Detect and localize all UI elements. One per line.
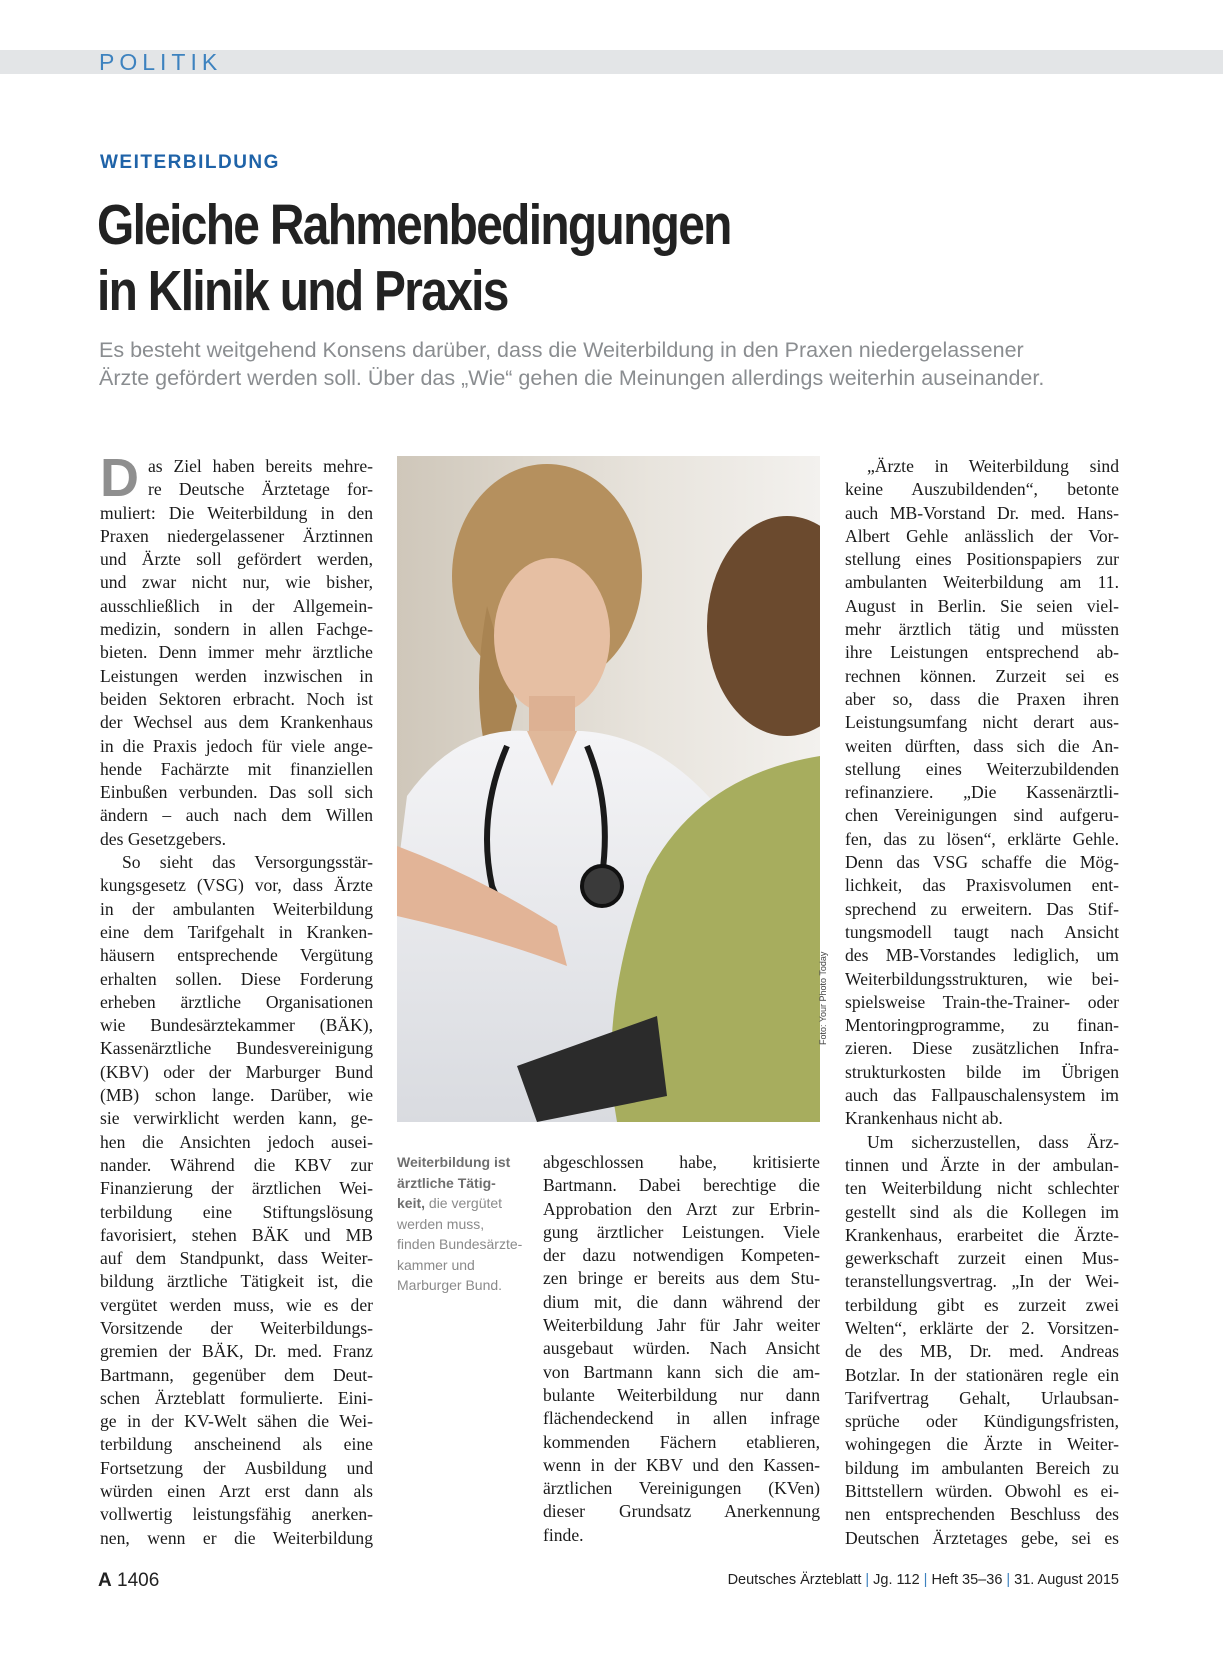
- text-line: (KBV) oder der Marburger Bund: [100, 1061, 373, 1082]
- text-line: auch das Fallpauschalensystem im: [845, 1085, 1119, 1106]
- journal-name: Deutsches Ärzteblatt: [727, 1572, 862, 1588]
- footer-separator: |: [865, 1572, 870, 1588]
- text-line: Praxen niedergelassener Ärztinnen: [100, 525, 373, 546]
- text-line: terbildung anscheinend als eine: [100, 1434, 373, 1455]
- text-line: bieten. Denn immer mehr ärztliche: [100, 642, 373, 663]
- text-line: stellung eines Positionspapiers zur: [845, 549, 1119, 570]
- text-line: und zwar nicht nur, wie bisher,: [100, 572, 373, 593]
- text-line: ihre Leistungen entsprechend ab-: [845, 642, 1119, 663]
- text-line: muliert: Die Weiterbildung in den: [100, 502, 373, 523]
- text-line: medizin, sondern in allen Fachge-: [100, 619, 373, 640]
- text-line: Vorsitzende der Weiterbildungs-: [100, 1317, 373, 1338]
- text-line: Weiterbildungsstrukturen, wie bei-: [845, 968, 1119, 989]
- text-line: ausgebaut würden. Nach Ansicht: [543, 1338, 820, 1359]
- text-line: tinnen und Ärzte in der ambulan-: [845, 1154, 1119, 1175]
- text-line: sprechend zu erweitern. Das Stif-: [845, 898, 1119, 919]
- text-line: häusern entsprechende Vergütung: [100, 945, 373, 966]
- text-line: schen Ärzteblatt formulierte. Eini-: [100, 1387, 373, 1408]
- text-line: Einbußen verbunden. Das soll sich: [100, 782, 373, 803]
- text-line: Albert Gehle anlässlich der Vor-: [845, 525, 1119, 546]
- text-line: stellung eines Weiterzubildenden: [845, 758, 1119, 779]
- text-line: finde.: [543, 1524, 584, 1545]
- text-line: der dazu notwendigen Kompeten-: [543, 1245, 820, 1266]
- text-line: erhalten sollen. Diese Forderung: [100, 968, 373, 989]
- text-line: in der ambulanten Weiterbildung: [100, 898, 373, 919]
- text-line: bildung im ambulanten Bereich zu: [845, 1457, 1119, 1478]
- text-line: Leistungsumfang nicht derart aus-: [845, 712, 1119, 733]
- text-line: strukturkosten bilde im Übrigen: [845, 1061, 1119, 1082]
- text-line: Bittstellern würden. Obwohl es ei-: [845, 1481, 1119, 1502]
- text-line: kungsgesetz (VSG) vor, dass Ärzte: [100, 875, 373, 896]
- text-line: aber so, dass die Praxen ihren: [845, 688, 1119, 709]
- photo-caption: [397, 1152, 527, 1296]
- text-line: ärztlichen Vereinigungen (KVen): [543, 1478, 820, 1499]
- text-line: eine dem Tarifgehalt in Kranken-: [100, 921, 373, 942]
- text-line: erheben ärztliche Organisationen: [100, 991, 373, 1012]
- text-line: nen entsprechenden Beschluss des: [845, 1504, 1119, 1525]
- text-line: sprüche oder Kündigungsfristen,: [845, 1411, 1119, 1432]
- text-line: beiden Sektoren erbracht. Noch ist: [100, 688, 373, 709]
- journal-issue: Heft 35–36: [931, 1572, 1003, 1588]
- text-line: dium mit, die dann während der: [543, 1291, 820, 1312]
- caption-line-5: finden Bundesärzte-: [397, 1236, 523, 1252]
- text-line: as Ziel haben bereits mehre-: [148, 456, 373, 476]
- text-line: gung ärztlicher Leistungen. Viele: [543, 1221, 820, 1242]
- text-line: refinanziere. „Die Kassenärztli-: [845, 782, 1119, 803]
- text-line: vollwertig leistungsfähig anerken-: [100, 1504, 373, 1525]
- text-line: der Wechsel aus dem Krankenhaus: [100, 712, 373, 733]
- text-line: hende Fachärzte mit finanziellen: [100, 758, 373, 779]
- caption-line-6: kammer und: [397, 1256, 475, 1273]
- text-line: vergütet werden muss, wie es der: [100, 1294, 373, 1315]
- text-line: Bartmann, gegenüber dem Deut-: [100, 1364, 373, 1385]
- text-line: keine Auszubildenden“, betonte: [845, 479, 1119, 500]
- text-line: Kassenärztliche Bundesvereinigung: [100, 1038, 373, 1059]
- body-column-2: [543, 1151, 820, 1547]
- article-lead: [99, 336, 1139, 392]
- text-line: favorisiert, stehen BÄK und MB: [100, 1224, 373, 1245]
- caption-text-3: die vergütet: [425, 1195, 503, 1211]
- text-line: des MB-Vorstandes lediglich, um: [845, 945, 1119, 966]
- journal-volume: Jg. 112: [873, 1572, 920, 1588]
- text-line: abgeschlossen habe, kritisierte: [543, 1152, 820, 1172]
- lead-line-2: Ärzte gefördert werden soll. Über das „Wie“ gehen die Meinungen allerdings weiterhin auseinander.: [99, 366, 1045, 390]
- text-line: (MB) schon lange. Darüber, wie: [100, 1085, 373, 1106]
- text-line: ge in der KV-Welt sähen die Wei-: [100, 1411, 373, 1432]
- text-line: mehr ärztlich tätig und müssten: [845, 619, 1119, 640]
- lead-line-1: Es besteht weitgehend Konsens darüber, dass die Weiterbildung in den Praxen niedergelassener: [99, 338, 1024, 362]
- text-line: ambulanten Weiterbildung am 11.: [845, 572, 1119, 593]
- text-line: Deutschen Ärztetages gebe, sei es: [845, 1527, 1119, 1548]
- text-line: weiten dürften, dass sich die An-: [845, 735, 1119, 756]
- caption-bold-2: ärztliche Tätig-: [397, 1174, 496, 1191]
- article-kicker: WEITERBILDUNG: [100, 152, 280, 173]
- text-line: sie verwirklicht werden kann, ge-: [100, 1108, 373, 1129]
- text-line: teranstellungsvertrag. „In der Wei-: [845, 1271, 1119, 1292]
- text-line: re Deutsche Ärztetage for-: [148, 479, 373, 500]
- text-line: Bartmann. Dabei berechtige die: [543, 1175, 820, 1196]
- caption-line-4: werden muss,: [397, 1215, 485, 1232]
- text-line: August in Berlin. Sie seien viel-: [845, 595, 1119, 616]
- text-line: bildung ärztliche Tätigkeit ist, die: [100, 1271, 373, 1292]
- page-number: 1406: [117, 1570, 160, 1591]
- doctor-patient-image: [397, 456, 820, 1122]
- text-line: flächendeckend in allen infrage: [543, 1408, 820, 1429]
- text-line: zieren. Diese zusätzlichen Infra-: [845, 1038, 1119, 1059]
- text-line: ändern – auch nach dem Willen: [100, 805, 373, 826]
- text-line: würden einen Arzt erst dann als: [100, 1481, 373, 1502]
- text-line: gestellt sind als die Kollegen im: [845, 1201, 1119, 1222]
- journal-date: 31. August 2015: [1014, 1572, 1119, 1588]
- text-line: lichkeit, das Praxisvolumen ent-: [845, 875, 1119, 896]
- text-line: wohingegen die Ärzte in Weiter-: [845, 1434, 1119, 1455]
- page-prefix: A: [98, 1570, 112, 1591]
- text-line: Welten“, erklärte der 2. Vorsitzen-: [845, 1317, 1119, 1338]
- text-line: in die Praxis jedoch für viele ange-: [100, 735, 373, 756]
- headline-line-1: Gleiche Rahmenbedingungen: [97, 193, 731, 257]
- text-line: des Gesetzgebers.: [100, 828, 227, 849]
- text-line: dieser Grundsatz Anerkennung: [543, 1501, 820, 1522]
- text-line: Fortsetzung der Ausbildung und: [100, 1457, 373, 1478]
- page-folio: [98, 1570, 159, 1592]
- text-line: wenn in der KBV und den Kassen-: [543, 1454, 820, 1475]
- text-line: tungsmodell taugt nach Ansicht: [845, 921, 1119, 942]
- text-line: Denn das VSG schaffe die Mög-: [845, 852, 1119, 873]
- text-line: von Bartmann kann sich die am-: [543, 1361, 820, 1382]
- text-line: wie Bundesärztekammer (BÄK),: [100, 1015, 373, 1036]
- footer-separator: |: [923, 1572, 928, 1588]
- text-line: Um sicherzustellen, dass Ärz-: [867, 1131, 1119, 1152]
- text-line: terbildung gibt es zurzeit zwei: [845, 1294, 1119, 1315]
- text-line: terbildung eine Stiftungslösung: [100, 1201, 373, 1222]
- headline-line-2: in Klinik und Praxis: [97, 259, 508, 323]
- text-line: ten Weiterbildung nicht schlechter: [845, 1178, 1119, 1199]
- text-line: hen die Ansichten jedoch ausei-: [100, 1131, 373, 1152]
- body-column-1: [100, 448, 373, 1550]
- text-line: Weiterbildung Jahr für Jahr weiter: [543, 1315, 820, 1336]
- caption-line-7: Marburger Bund.: [397, 1277, 503, 1293]
- drop-cap: D: [100, 448, 139, 508]
- text-line: gremien der BÄK, Dr. med. Franz: [100, 1341, 373, 1362]
- text-line: Mentoringprogramme, zu finan-: [845, 1015, 1119, 1036]
- caption-bold-1: Weiterbildung ist: [397, 1154, 511, 1170]
- caption-bold-3: keit,: [397, 1195, 426, 1211]
- text-line: Finanzierung der ärztlichen Wei-: [100, 1178, 373, 1199]
- text-line: chen Vereinigungen sind aufgeru-: [845, 805, 1119, 826]
- text-line: nander. Während die KBV zur: [100, 1154, 373, 1175]
- text-line: zen bringe er bereits aus dem Stu-: [543, 1268, 820, 1289]
- text-line: Krankenhaus, erarbeitet die Ärzte-: [845, 1224, 1119, 1245]
- text-line: und Ärzte soll gefördert werden,: [100, 549, 373, 570]
- text-line: Leistungen werden inzwischen in: [100, 665, 373, 686]
- text-line: bulante Weiterbildung nur dann: [543, 1384, 820, 1405]
- text-line: gewerkschaft zurzeit einen Mus-: [845, 1248, 1119, 1269]
- text-line: nen, wenn er die Weiterbildung: [100, 1527, 373, 1548]
- article-photo: [397, 456, 820, 1122]
- text-line: So sieht das Versorgungsstär-: [122, 852, 373, 873]
- text-line: auch MB-Vorstand Dr. med. Hans-: [845, 502, 1119, 523]
- article-headline: [97, 192, 1147, 324]
- footer-separator: |: [1006, 1572, 1011, 1588]
- text-line: auf dem Standpunkt, dass Weiter-: [100, 1248, 373, 1269]
- text-line: Tarifvertrag Gehalt, Urlaubsan-: [845, 1387, 1119, 1408]
- text-line: rechnen können. Zurzeit sei es: [845, 665, 1119, 686]
- text-line: ausschließlich in der Allgemein-: [100, 595, 373, 616]
- text-line: de des MB, Dr. med. Andreas: [845, 1341, 1119, 1362]
- text-line: fen, das zu lösen“, erklärte Gehle.: [845, 828, 1119, 849]
- section-label: POLITIK: [99, 49, 223, 75]
- text-line: Approbation den Arzt zur Erbrin-: [543, 1198, 820, 1219]
- body-column-3: [845, 455, 1119, 1550]
- text-line: Krankenhaus nicht ab.: [845, 1108, 1003, 1129]
- photo-credit: Foto: Your Photo Today: [818, 951, 828, 1045]
- text-line: spielsweise Train-the-Trainer- oder: [845, 991, 1119, 1012]
- text-line: Botzlar. In der stationären regle ein: [845, 1364, 1119, 1385]
- text-line: kommenden Fächern etablieren,: [543, 1431, 820, 1452]
- text-line: „Ärzte in Weiterbildung sind: [867, 456, 1119, 476]
- journal-footer: [728, 1572, 1119, 1588]
